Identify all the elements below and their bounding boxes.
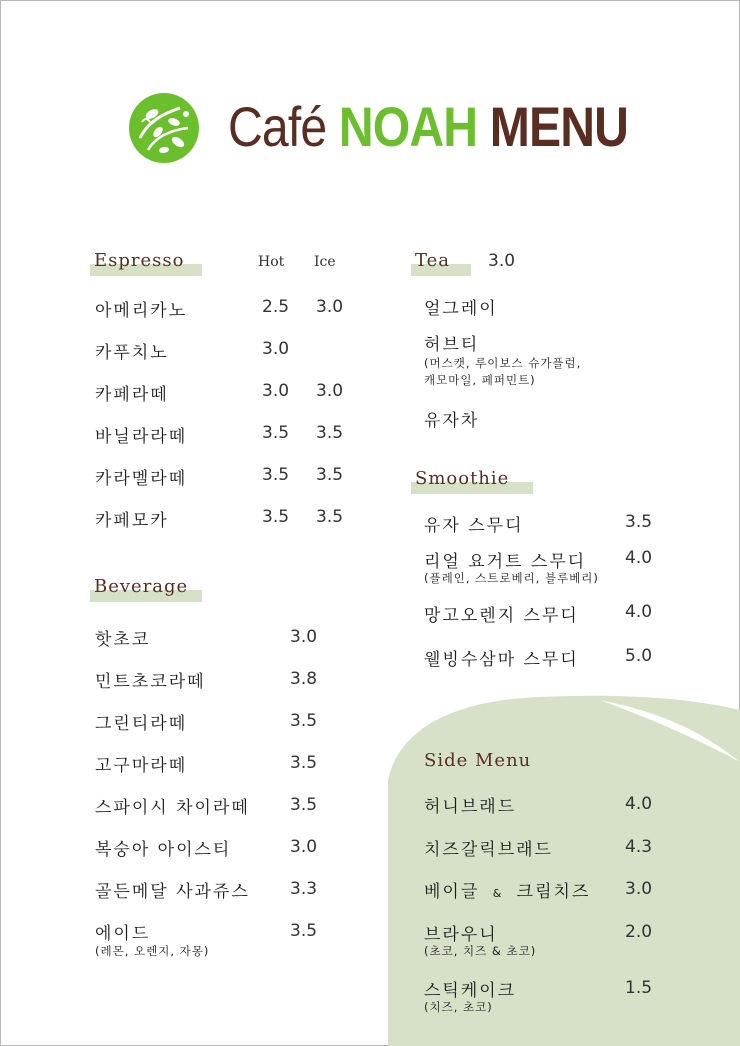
menu-item-price: 3.5 xyxy=(290,921,318,941)
menu-item-name: 카페모카 xyxy=(95,511,169,531)
menu-item-name: 허브티 xyxy=(424,335,480,355)
menu-item-name: 치즈갈릭브래드 xyxy=(424,840,553,860)
menu-item-name: 베이글 & 크림치즈 xyxy=(424,882,591,902)
menu-item-ice-price: 3.0 xyxy=(316,381,344,401)
menu-item-hot-price: 3.0 xyxy=(262,381,290,401)
menu-item-price: 4.3 xyxy=(625,837,653,857)
menu-item-name: 리얼 요거트 스무디 xyxy=(424,552,587,572)
menu-item-name: 핫초코 xyxy=(95,630,151,650)
leaf-logo-icon xyxy=(128,92,200,164)
tea-price: 3.0 xyxy=(488,251,516,271)
menu-item-name: 유자차 xyxy=(424,411,480,431)
menu-item-name: 스틱케이크 xyxy=(424,981,517,1001)
menu-item-name: 골든메달 사과쥬스 xyxy=(95,882,250,902)
menu-item-hot-price: 3.5 xyxy=(262,423,290,443)
menu-item-note: (플레인, 스트로베리, 블루베리) xyxy=(424,571,599,585)
menu-item-price: 3.5 xyxy=(290,753,318,773)
menu-item-price: 3.8 xyxy=(290,669,318,689)
menu-item-name: 웰빙수삼마 스무디 xyxy=(424,650,579,670)
menu-item-price: 5.0 xyxy=(625,646,653,666)
menu-item-price: 2.0 xyxy=(625,922,653,942)
menu-item-price: 4.0 xyxy=(625,794,653,814)
menu-item-price: 3.5 xyxy=(290,711,318,731)
menu-item-price: 4.0 xyxy=(625,548,653,568)
menu-item-name: 고구마라떼 xyxy=(95,756,188,776)
menu-item-name: 스파이시 차이라떼 xyxy=(95,798,250,818)
menu-item-name: 얼그레이 xyxy=(424,299,498,319)
menu-item-name: 민트초코라떼 xyxy=(95,672,206,692)
section-label: Side Menu xyxy=(424,750,532,771)
menu-item-note: (머스캣, 루이보스 슈가플럼, xyxy=(424,356,582,370)
column-header-hot: Hot xyxy=(258,254,285,270)
menu-item-hot-price: 3.0 xyxy=(262,339,290,359)
menu-item-name: 카페라떼 xyxy=(95,385,169,405)
page-title: Café NOAH MENU xyxy=(228,95,629,158)
menu-item-name: 아메리카노 xyxy=(95,301,188,321)
menu-item-name: 바닐라라떼 xyxy=(95,427,188,447)
column-header-ice: Ice xyxy=(314,254,336,270)
menu-item-note: (치즈, 초코) xyxy=(424,1000,493,1014)
menu-item-price: 3.5 xyxy=(625,512,653,532)
menu-item-price: 4.0 xyxy=(625,602,653,622)
menu-item-price: 3.3 xyxy=(290,879,318,899)
menu-item-name: 그린티라떼 xyxy=(95,714,188,734)
menu-item-ice-price: 3.5 xyxy=(316,423,344,443)
menu-item-note: (레몬, 오렌지, 자몽) xyxy=(95,944,210,958)
section-label: Smoothie xyxy=(415,468,510,489)
menu-item-name: 복숭아 아이스티 xyxy=(95,840,232,860)
menu-item-price: 3.0 xyxy=(290,837,318,857)
menu-item-hot-price: 3.5 xyxy=(262,507,290,527)
menu-item-name: 카푸치노 xyxy=(95,343,169,363)
menu-item-note: 캐모마일, 페퍼민트) xyxy=(424,373,536,387)
menu-item-ice-price: 3.5 xyxy=(316,465,344,485)
menu-item-price: 3.0 xyxy=(625,879,653,899)
menu-item-ice-price: 3.0 xyxy=(316,297,344,317)
menu-item-ice-price: 3.5 xyxy=(316,507,344,527)
menu-item-price: 3.5 xyxy=(290,795,318,815)
menu-item-price: 3.0 xyxy=(290,627,318,647)
menu-item-name: 브라우니 xyxy=(424,925,498,945)
section-label: Beverage xyxy=(94,576,189,597)
menu-item-name: 카라멜라떼 xyxy=(95,469,188,489)
menu-item-name: 망고오렌지 스무디 xyxy=(424,606,579,626)
section-label: Espresso xyxy=(94,250,185,271)
menu-item-note: (초코, 치즈 & 초코) xyxy=(424,944,537,958)
menu-item-price: 1.5 xyxy=(625,978,653,998)
menu-item-name: 에이드 xyxy=(95,924,151,944)
menu-item-name: 유자 스무디 xyxy=(424,516,524,536)
menu-item-name: 허니브래드 xyxy=(424,797,517,817)
menu-item-hot-price: 2.5 xyxy=(262,297,290,317)
menu-item-hot-price: 3.5 xyxy=(262,465,290,485)
section-label: Tea xyxy=(415,250,450,271)
